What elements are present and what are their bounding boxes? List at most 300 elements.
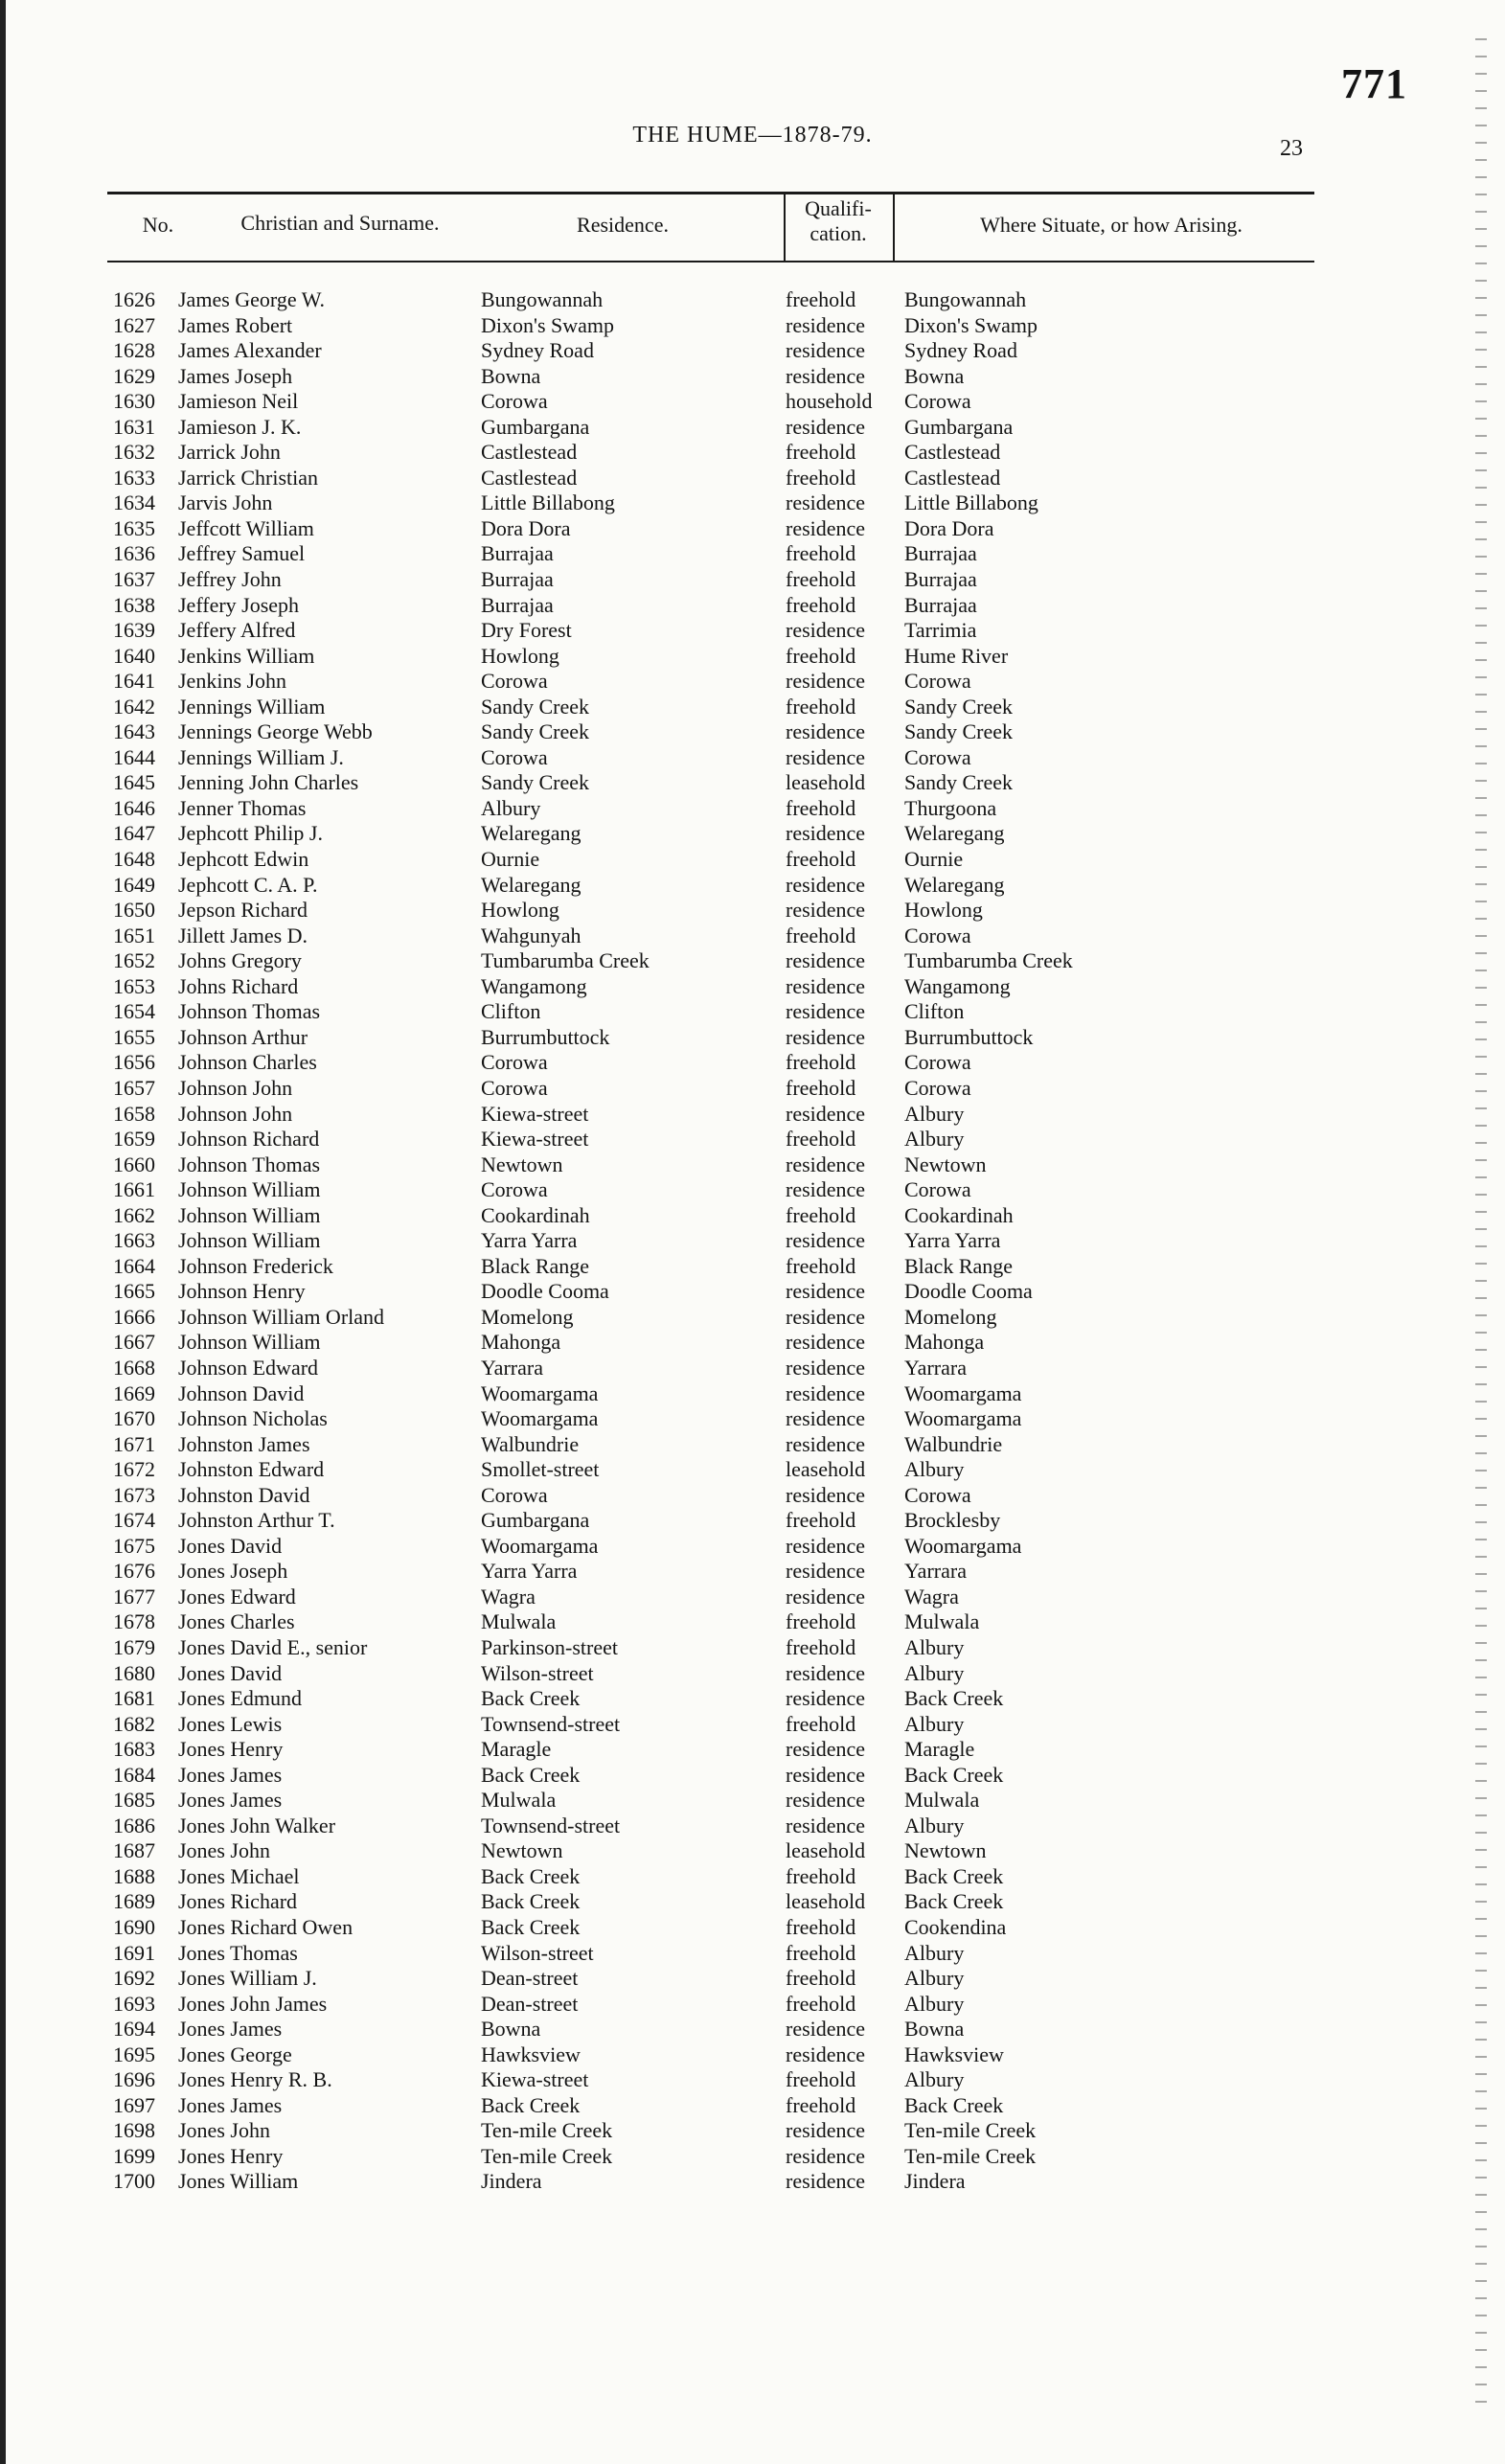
entry-residence: Sandy Creek [481,770,590,795]
entry-number: 1635 [113,515,155,540]
entry-qualification: freehold [786,592,856,617]
entry-number: 1692 [113,1966,155,1991]
list-item [0,1737,1505,1763]
entry-qualification: residence [786,1762,866,1787]
entry-residence: Wagra [481,1584,536,1608]
entry-qualification: freehold [786,541,856,566]
entry-where-situate: Sydney Road [904,338,1017,363]
entry-qualification: household [786,389,873,414]
entry-name: Jones James [178,1762,283,1787]
entry-number: 1693 [113,1991,155,2016]
entry-number: 1628 [113,338,155,363]
entry-number: 1676 [113,1559,155,1584]
entry-name: James Joseph [178,363,293,388]
entry-where-situate: Black Range [904,1253,1014,1278]
entry-number: 1646 [113,795,155,820]
list-item [0,999,1505,1025]
entry-name: Jillett James D. [178,923,308,947]
header-qualification: Qualifi-cation. [805,196,872,245]
entry-number: 1665 [113,1279,155,1304]
entry-name: Jones John [178,1838,270,1863]
entry-where-situate: Sandy Creek [904,770,1014,795]
entry-residence: Burrajaa [481,592,554,617]
entry-residence: Corowa [481,389,548,414]
entry-where-situate: Albury [904,1660,965,1685]
entry-name: Jepson Richard [178,898,308,923]
entry-number: 1658 [113,1101,155,1126]
entry-number: 1641 [113,669,155,694]
list-item [0,1152,1505,1178]
entry-where-situate: Cookardinah [904,1202,1014,1227]
entry-name: Johnson John [178,1075,293,1100]
header-name: Christian and Surname. [240,211,440,235]
entry-qualification: residence [786,1813,866,1837]
entry-where-situate: Yarrara [904,1355,967,1380]
list-item [0,2169,1505,2195]
entry-qualification: freehold [786,1050,856,1075]
entry-number: 1700 [113,2169,155,2194]
entry-number: 1683 [113,1737,155,1762]
list-item [0,1838,1505,1864]
entry-residence: Mulwala [481,1609,557,1634]
entry-where-situate: Maragle [904,1737,975,1762]
entry-where-situate: Welaregang [904,821,1005,846]
entry-where-situate: Woomargama [904,1406,1022,1431]
list-item [0,287,1505,313]
entry-number: 1681 [113,1686,155,1711]
entry-name: Jones Thomas [178,1940,298,1965]
entry-where-situate: Sandy Creek [904,694,1014,719]
entry-name: Jones Henry [178,1737,284,1762]
entry-name: Jones David E., senior [178,1634,368,1659]
entry-qualification: residence [786,1101,866,1126]
entry-where-situate: Doodle Cooma [904,1279,1033,1304]
entry-residence: Corowa [481,669,548,694]
list-item [0,1864,1505,1890]
list-item [0,821,1505,847]
entry-name: Jones William [178,2169,299,2194]
entry-name: Johnson John [178,1101,293,1126]
list-item [0,593,1505,619]
entry-residence: Bowna [481,363,541,388]
entry-name: Jones Michael [178,1863,300,1888]
list-item [0,1483,1505,1509]
list-item [0,1279,1505,1305]
entry-number: 1657 [113,1075,155,1100]
list-item [0,1686,1505,1712]
entry-residence: Tumbarumba Creek [481,948,650,973]
entry-qualification: residence [786,312,866,337]
list-item [0,389,1505,415]
entry-residence: Back Creek [481,1889,581,1914]
entry-name: Johnson Charles [178,1050,317,1075]
list-item [0,364,1505,390]
list-item [0,618,1505,644]
electoral-roll-list [0,287,1505,2195]
entry-number: 1667 [113,1330,155,1355]
entry-where-situate: Mulwala [904,1609,980,1634]
entry-qualification: leasehold [786,770,866,795]
entry-name: Jones Edmund [178,1686,302,1711]
entry-residence: Yarra Yarra [481,1228,578,1253]
entry-qualification: residence [786,999,866,1024]
list-item [0,1941,1505,1967]
entry-name: Jones Edward [178,1584,296,1608]
entry-qualification: residence [786,1330,866,1355]
entry-qualification: residence [786,2017,866,2042]
entry-residence: Wilson-street [481,1660,594,1685]
entry-number: 1679 [113,1634,155,1659]
entry-where-situate: Corowa [904,1075,971,1100]
entry-number: 1654 [113,999,155,1024]
entry-name: Jarrick John [178,440,281,465]
entry-name: Johns Richard [178,973,299,998]
entry-name: Johnston Arthur T. [178,1508,335,1533]
list-item [0,1559,1505,1585]
entry-name: Jenkins William [178,643,315,668]
entry-qualification: freehold [786,923,856,947]
entry-residence: Burrajaa [481,541,554,566]
entry-qualification: residence [786,515,866,540]
entry-number: 1689 [113,1889,155,1914]
list-item [0,719,1505,745]
entry-qualification: residence [786,2169,866,2194]
entry-name: Jephcott C. A. P. [178,872,318,897]
entry-number: 1633 [113,465,155,490]
entry-residence: Clifton [481,999,541,1024]
entry-qualification: freehold [786,1508,856,1533]
entry-residence: Gumbargana [481,414,590,439]
list-item [0,2017,1505,2042]
entry-residence: Back Creek [481,1686,581,1711]
entry-name: Jeffery Joseph [178,592,300,617]
entry-name: Jeffrey Samuel [178,541,306,566]
list-item [0,695,1505,720]
entry-name: Jones Charles [178,1609,295,1634]
list-item [0,873,1505,899]
entry-where-situate: Back Creek [904,1762,1004,1787]
entry-residence: Kiewa-street [481,1127,589,1152]
list-item [0,1814,1505,1839]
entry-residence: Back Creek [481,1863,581,1888]
entry-residence: Sandy Creek [481,719,590,744]
entry-number: 1653 [113,973,155,998]
entry-number: 1634 [113,491,155,515]
entry-qualification: residence [786,1024,866,1049]
entry-qualification: freehold [786,567,856,592]
entry-number: 1664 [113,1253,155,1278]
list-item [0,313,1505,339]
entry-residence: Welaregang [481,872,581,897]
entry-qualification: leasehold [786,1838,866,1863]
entry-residence: Sydney Road [481,338,594,363]
entry-qualification: freehold [786,1991,856,2016]
entry-number: 1642 [113,694,155,719]
entry-name: Johnson William [178,1228,321,1253]
entry-residence: Ten-mile Creek [481,2118,613,2143]
entry-residence: Wangamong [481,973,587,998]
entry-residence: Woomargama [481,1380,599,1405]
entry-name: Johnson William [178,1177,321,1202]
entry-qualification: residence [786,363,866,388]
entry-qualification: freehold [786,1863,856,1888]
list-item [0,338,1505,364]
entry-where-situate: Corowa [904,1177,971,1202]
entry-where-situate: Hume River [904,643,1009,668]
entry-number: 1656 [113,1050,155,1075]
entry-number: 1644 [113,744,155,769]
entry-where-situate: Newtown [904,1838,987,1863]
entry-residence: Hawksview [481,2042,581,2066]
entry-where-situate: Clifton [904,999,965,1024]
entry-qualification: residence [786,973,866,998]
entry-where-situate: Albury [904,2067,965,2092]
entry-residence: Smollet-street [481,1457,600,1482]
entry-qualification: residence [786,618,866,643]
entry-name: James Alexander [178,338,322,363]
entry-qualification: residence [786,1304,866,1329]
entry-where-situate: Yarra Yarra [904,1228,1001,1253]
entry-residence: Momelong [481,1304,574,1329]
entry-number: 1687 [113,1838,155,1863]
list-item [0,1381,1505,1407]
entry-number: 1638 [113,592,155,617]
header-no: No. [142,213,174,237]
entry-qualification: residence [786,821,866,846]
entry-qualification: freehold [786,465,856,490]
entry-name: Jephcott Edwin [178,847,309,872]
list-item [0,770,1505,796]
entry-residence: Welaregang [481,821,581,846]
entry-name: Jones John Walker [178,1813,336,1837]
entry-residence: Dry Forest [481,618,572,643]
list-item [0,2118,1505,2144]
entry-where-situate: Albury [904,1127,965,1152]
entry-number: 1685 [113,1788,155,1813]
entry-residence: Mahonga [481,1330,561,1355]
entry-where-situate: Albury [904,1940,965,1965]
entry-name: Jones David [178,1660,283,1685]
entry-qualification: residence [786,1152,866,1176]
entry-qualification: residence [786,872,866,897]
list-item [0,2144,1505,2170]
entry-number: 1668 [113,1355,155,1380]
entry-where-situate: Brocklesby [904,1508,1001,1533]
entry-number: 1691 [113,1940,155,1965]
list-item [0,669,1505,695]
entry-where-situate: Mahonga [904,1330,985,1355]
entry-number: 1677 [113,1584,155,1608]
header-bottom-rule [107,261,1314,262]
entry-qualification: residence [786,1533,866,1558]
entry-qualification: residence [786,2042,866,2066]
entry-where-situate: Woomargama [904,1380,1022,1405]
title-text: THE HUME—1878-79. [632,123,873,148]
list-item [0,1508,1505,1534]
entry-where-situate: Albury [904,1966,965,1991]
entry-qualification: freehold [786,1609,856,1634]
entry-qualification: residence [786,1482,866,1507]
entry-name: Jones Lewis [178,1711,283,1736]
entry-where-situate: Wagra [904,1584,959,1608]
entry-number: 1680 [113,1660,155,1685]
entry-number: 1690 [113,1915,155,1939]
entry-qualification: leasehold [786,1889,866,1914]
entry-name: Johnson Arthur [178,1024,308,1049]
entry-where-situate: Burrajaa [904,541,977,566]
entry-name: Jarvis John [178,491,273,515]
list-item [0,1915,1505,1941]
entry-number: 1631 [113,414,155,439]
entry-residence: Back Creek [481,2092,581,2117]
entry-qualification: freehold [786,1915,856,1939]
entry-where-situate: Dixon's Swamp [904,312,1038,337]
entry-where-situate: Castlestead [904,440,1001,465]
entry-residence: Parkinson-street [481,1634,618,1659]
entry-where-situate: Albury [904,1457,965,1482]
entry-residence: Back Creek [481,1762,581,1787]
entry-number: 1696 [113,2067,155,2092]
entry-where-situate: Hawksview [904,2042,1004,2066]
entry-name: Jones William J. [178,1966,317,1991]
entry-number: 1682 [113,1711,155,1736]
entry-name: Jones James [178,2092,283,2117]
list-item [0,1609,1505,1635]
entry-residence: Yarra Yarra [481,1559,578,1584]
entry-where-situate: Wangamong [904,973,1011,998]
entry-qualification: residence [786,1279,866,1304]
entry-where-situate: Mulwala [904,1788,980,1813]
list-item [0,1712,1505,1738]
entry-name: Johnson Thomas [178,1152,321,1176]
entry-where-situate: Newtown [904,1152,987,1176]
entry-where-situate: Welaregang [904,872,1005,897]
entry-name: Jones Richard Owen [178,1915,353,1939]
entry-name: Jamieson Neil [178,389,299,414]
entry-where-situate: Cookendina [904,1915,1007,1939]
entry-number: 1639 [113,618,155,643]
entry-residence: Newtown [481,1152,563,1176]
entry-residence: Howlong [481,898,559,923]
entry-name: Jenner Thomas [178,795,307,820]
entry-number: 1627 [113,312,155,337]
entry-name: Jones Henry R. B. [178,2067,332,2092]
entry-qualification: freehold [786,1634,856,1659]
entry-where-situate: Sandy Creek [904,719,1014,744]
entry-qualification: residence [786,338,866,363]
entry-residence: Doodle Cooma [481,1279,609,1304]
entry-qualification: residence [786,1559,866,1584]
page-number: 771 [1341,60,1407,107]
entry-where-situate: Corowa [904,1482,971,1507]
entry-residence: Dixon's Swamp [481,312,615,337]
entry-name: Johnson Henry [178,1279,306,1304]
list-item [0,1992,1505,2018]
list-item [0,2067,1505,2093]
list-item [0,1966,1505,1992]
entry-number: 1637 [113,567,155,592]
list-item [0,1050,1505,1076]
entry-residence: Townsend-street [481,1813,621,1837]
entry-name: Johnson William [178,1202,321,1227]
entry-name: Johns Gregory [178,948,302,973]
entry-residence: Little Billabong [481,491,615,515]
entry-number: 1673 [113,1482,155,1507]
entry-number: 1662 [113,1202,155,1227]
entry-name: Jones Joseph [178,1559,288,1584]
list-item [0,745,1505,771]
entry-number: 1645 [113,770,155,795]
entry-name: Jeffcott William [178,515,314,540]
entry-number: 1651 [113,923,155,947]
entry-number: 1697 [113,2092,155,2117]
entry-qualification: residence [786,669,866,694]
entry-name: Jephcott Philip J. [178,821,323,846]
entry-name: Johnson David [178,1380,305,1405]
list-item [0,644,1505,670]
entry-qualification: freehold [786,1075,856,1100]
entry-number: 1650 [113,898,155,923]
entry-number: 1684 [113,1762,155,1787]
entry-qualification: residence [786,719,866,744]
entry-qualification: residence [786,948,866,973]
entry-where-situate: Albury [904,1711,965,1736]
entry-name: Jarrick Christian [178,465,319,490]
entry-residence: Woomargama [481,1406,599,1431]
entry-qualification: freehold [786,1966,856,1991]
list-item [0,491,1505,516]
list-item [0,1177,1505,1203]
entry-where-situate: Back Creek [904,1889,1004,1914]
list-item [0,466,1505,491]
list-item [0,1305,1505,1331]
entry-residence: Cookardinah [481,1202,590,1227]
entry-residence: Townsend-street [481,1711,621,1736]
entry-qualification: freehold [786,694,856,719]
entry-where-situate: Burrumbuttock [904,1024,1034,1049]
entry-qualification: residence [786,2143,866,2168]
header-residence: Residence. [577,213,669,237]
entry-residence: Burrumbuttock [481,1024,610,1049]
entry-residence: Gumbargana [481,1508,590,1533]
entry-number: 1674 [113,1508,155,1533]
entry-residence: Walbundrie [481,1431,580,1456]
entry-residence: Albury [481,795,541,820]
entry-qualification: residence [786,1177,866,1202]
entry-qualification: residence [786,1584,866,1608]
entry-where-situate: Corowa [904,744,971,769]
entry-name: Johnston James [178,1431,310,1456]
list-item [0,1635,1505,1661]
entry-where-situate: Back Creek [904,2092,1004,2117]
list-item [0,948,1505,974]
entry-number: 1666 [113,1304,155,1329]
entry-where-situate: Tarrimia [904,618,977,643]
list-item [0,1788,1505,1814]
entry-qualification: freehold [786,1711,856,1736]
entry-where-situate: Bowna [904,363,965,388]
entry-number: 1652 [113,948,155,973]
entry-name: Jones James [178,2017,283,2042]
entry-residence: Kiewa-street [481,1101,589,1126]
entry-qualification: residence [786,1431,866,1456]
entry-qualification: freehold [786,1127,856,1152]
entry-residence: Ournie [481,847,540,872]
entry-where-situate: Albury [904,1101,965,1126]
entry-where-situate: Momelong [904,1304,997,1329]
entry-name: Johnson Thomas [178,999,321,1024]
entry-where-situate: Corowa [904,669,971,694]
